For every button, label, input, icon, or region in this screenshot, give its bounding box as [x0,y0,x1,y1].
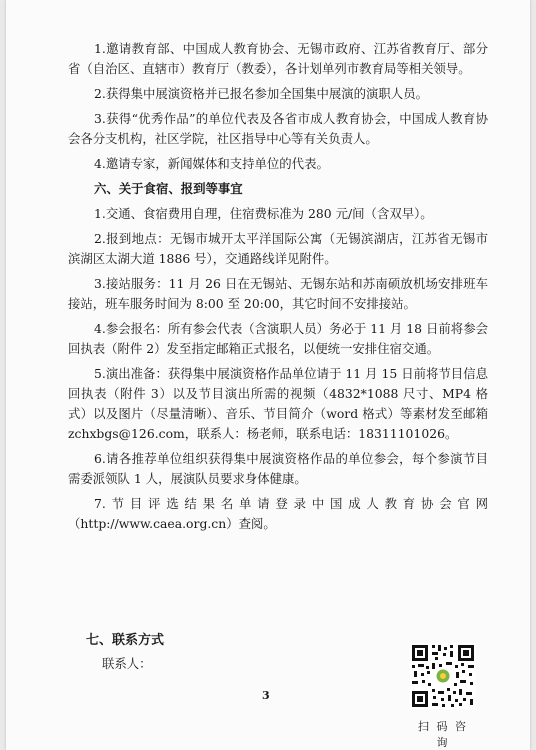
document-page [6,0,530,750]
paragraph-pickup-service: 3.接站服务：11 月 26 日在无锡站、无锡东站和苏南硕放机场安排班车接站，班车服务时间为 8:00 至 20:00，其它时间不安排接站。 [68,276,488,311]
section-heading-7: 七、联系方式 [86,633,165,648]
page-number: 3 [262,689,270,702]
paragraph-signup: 4.参会报名：所有参会代表（含演职人员）务必于 11 月 18 日前将参会回执表（附件 2）发至指定邮箱正式报名，以便统一安排住宿交通。 [68,321,488,356]
paragraph-team-leader: 6.请各推荐单位组织获得集中展演资格作品的单位参会，每个参演节目需委派领队 1 人，展演队员要求身体健康。 [68,451,488,486]
paragraph-accommodation: 1.交通、食宿费用自理，住宿费标准为 280 元/间（含双早）。 [94,206,433,221]
paragraph-experts-media: 4.邀请专家，新闻媒体和支持单位的代表。 [94,156,329,171]
paragraph-representatives: 3.获得“优秀作品”的单位代表及各省市成人教育协会，中国成人教育协会各分支机构，社区学院，社区指导中心等有关负责人。 [68,111,488,146]
section-heading-6: 六、关于食宿、报到等事宜 [94,181,243,196]
paragraph-results: 7.节目评选结果名单请登录中国成人教育协会官网（http://www.caea.org.cn）查阅。 [68,496,488,531]
contact-label: 联系人： [102,656,152,671]
qr-caption: 扫 码 咨 询 [418,720,468,749]
paragraph-performers: 2.获得集中展演资格并已报名参加全国集中展演的演职人员。 [94,86,428,101]
paragraph-performance-prep: 5.演出准备：获得集中展演资格作品单位请于 11 月 15 日前将节目信息回执表（附件 3）以及节目演出所需的视频（4832*1088 尺寸、MP4 格式）以及图片（尽量清晰）、音乐、节目简介（word 格式）等素材发至邮箱 zchxbgs@126.com，联系人：杨老师，联系电话：18311101026。 [68,366,488,441]
paragraph-registration-location: 2.报到地点：无锡市城开太平洋国际公寓（无锡滨湖店，江苏省无锡市滨湖区太湖大道 1886 号），交通路线详见附件。 [68,231,488,266]
qr-code-icon[interactable] [410,643,476,709]
document-body [68,39,488,534]
paragraph-invite-leaders: 1.邀请教育部、中国成人教育协会、无锡市政府、江苏省教育厅、部分省（自治区、直辖市）教育厅（教委），各计划单列市教育局等相关领导。 [68,41,488,76]
